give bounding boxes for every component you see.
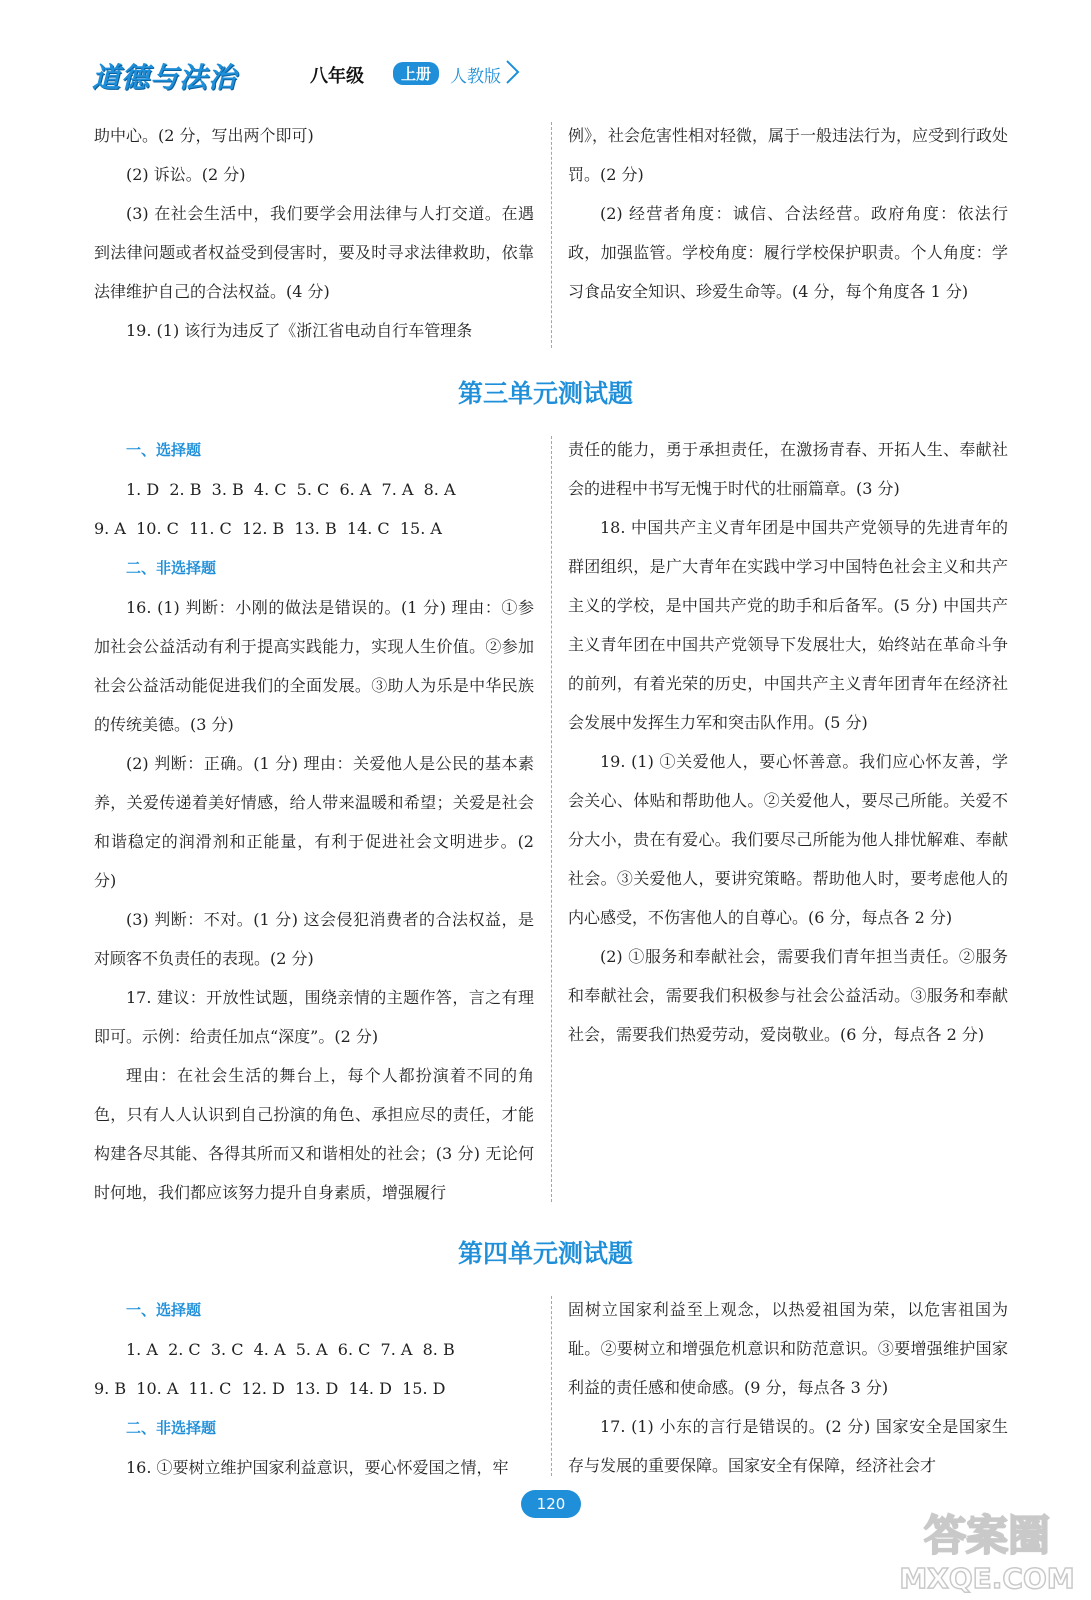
edition-label: 人教版 <box>450 67 501 87</box>
unit4-right-column <box>568 1290 1008 1485</box>
answer-paragraph: 17. 建议：开放性试题，围绕亲情的主题作答，言之有理即可。示例：给责任加点“深度”。(2 分) <box>94 988 534 1046</box>
answer-paragraph: (3) 判断：不对。(1 分) 这会侵犯消费者的合法权益，是对顾客不负责任的表现。(2 分) <box>94 910 534 968</box>
answer-paragraph: 18. 中国共产主义青年团是中国共产党领导的先进青年的群团组织，是广大青年在实践中学习中国特色社会主义和共产主义的学校，是中国共产党的助手和后备军。(5 分) 中国共产主义青年团在中国共产党领导下发展壮大，始终站在革命斗争的前列，有着光荣的历史，中国共产主义青年团青年在经济社会发展中发挥生力军和突击队作用。(5 分) <box>568 518 1008 732</box>
answer-paragraph: 19. (1) 该行为违反了《浙江省电动自行车管理条 <box>126 321 473 340</box>
column-divider <box>551 1296 552 1476</box>
answer-key-line: 9. B 10. A 11. C 12. D 13. D 14. D 15. D <box>94 1379 446 1398</box>
answer-paragraph: (2) ①服务和奉献社会，需要我们青年担当责任。②服务和奉献社会，需要我们积极参与社会公益活动。③服务和奉献社会，需要我们热爱劳动，爱岗敬业。(6 分，每点各 2 分) <box>568 947 1008 1044</box>
unit3-right-column <box>568 430 1008 1054</box>
answer-paragraph: 固树立国家利益至上观念，以热爱祖国为荣，以危害祖国为耻。②要树立和增强危机意识和防范意识。③要增强维护国家利益的责任感和使命感。(9 分，每点各 3 分) <box>568 1300 1008 1397</box>
answer-paragraph: 责任的能力，勇于承担责任，在激扬青春、开拓人生、奉献社会的进程中书写无愧于时代的壮丽篇章。(3 分) <box>568 440 1008 498</box>
answer-paragraph: 例》，社会危害性相对轻微，属于一般违法行为，应受到行政处罚。(2 分) <box>568 126 1009 184</box>
answer-paragraph: 19. (1) ①关爱他人，要心怀善意。我们应心怀友善，学会关心、体贴和帮助他人。②关爱他人，要尽己所能。关爱不分大小，贵在有爱心。我们要尽己所能为他人排忧解难、奉献社会。③关爱他人，要讲究策略。帮助他人时，要考虑他人的内心感受，不伤害他人的自尊心。(6 分，每点各 2 分) <box>568 752 1008 927</box>
answer-key-line: 1. D 2. B 3. B 4. C 5. C 6. A 7. A 8. A <box>126 480 456 499</box>
section-label-choice: 一、选择题 <box>126 1301 202 1319</box>
section-label-choice: 一、选择题 <box>126 441 202 459</box>
grade-label: 八年级 <box>310 66 364 87</box>
answer-key-line: 9. A 10. C 11. C 12. B 13. B 14. C 15. A <box>94 519 442 538</box>
section-label-nonchoice: 二、非选择题 <box>126 1419 217 1437</box>
volume-badge: 上册 <box>393 62 439 85</box>
unit3-title: 第三单元测试题 <box>457 379 633 408</box>
unit3-left-column <box>94 430 540 1212</box>
svg-text:MXQE.COM: MXQE.COM <box>899 1562 1075 1595</box>
answer-paragraph: 17. (1) 小东的言行是错误的。(2 分) 国家安全是国家生存与发展的重要保障。国家安全有保障，经济社会才 <box>568 1417 1008 1475</box>
answer-paragraph: (2) 经营者角度：诚信、合法经营。政府角度：依法行政，加强监管。学校角度：履行学校保护职责。个人角度：学习食品安全知识、珍爱生命等。(4 分，每个角度各 1 分) <box>568 204 1008 301</box>
section-label-nonchoice: 二、非选择题 <box>126 559 217 577</box>
block1-right-column <box>568 116 1008 311</box>
unit4-left-column <box>94 1290 534 1487</box>
book-header <box>92 56 532 96</box>
answer-paragraph: 16. ①要树立维护国家利益意识，要心怀爱国之情，牢 <box>126 1458 509 1477</box>
page-number: 120 <box>521 1490 581 1518</box>
chevron-right-icon <box>504 58 522 86</box>
column-divider <box>551 436 552 1202</box>
answer-paragraph: (2) 判断：正确。(1 分) 理由：关爱他人是公民的基本素养，关爱传递着美好情感，给人带来温暖和希望；关爱是社会和谐稳定的润滑剂和正能量，有利于促进社会文明进步。(2 分) <box>94 754 540 890</box>
book-title: 道德与法治 <box>92 61 238 94</box>
answer-paragraph: 助中心。(2 分，写出两个即可) <box>94 126 314 145</box>
unit4-title: 第四单元测试题 <box>457 1239 633 1268</box>
answer-paragraph: 16. (1) 判断：小刚的做法是错误的。(1 分) 理由：①参加社会公益活动有利于提高实践能力，实现人生价值。②参加社会公益活动能促进我们的全面发展。③助人为乐是中华民族的传统美德。(3 分) <box>94 598 534 734</box>
watermark-logo <box>892 1500 1082 1596</box>
answer-paragraph: (2) 诉讼。(2 分) <box>126 165 246 184</box>
column-divider <box>551 122 552 348</box>
answer-paragraph: (3) 在社会生活中，我们要学会用法律与人打交道。在遇到法律问题或者权益受到侵害时，要及时寻求法律救助，依靠法律维护自己的合法权益。(4 分) <box>94 204 534 301</box>
answer-key-line: 1. A 2. C 3. C 4. A 5. A 6. C 7. A 8. B <box>126 1340 455 1359</box>
svg-text:答案圈: 答案圈 <box>923 1511 1051 1560</box>
answer-paragraph: 理由：在社会生活的舞台上，每个人都扮演着不同的角色，只有人人认识到自己扮演的角色、承担应尽的责任，才能构建各尽其能、各得其所而又和谐相处的社会；(3 分) 无论何时何地，我们都应该努力提升自身素质，增强履行 <box>94 1066 534 1202</box>
block1-left-column <box>94 116 534 350</box>
